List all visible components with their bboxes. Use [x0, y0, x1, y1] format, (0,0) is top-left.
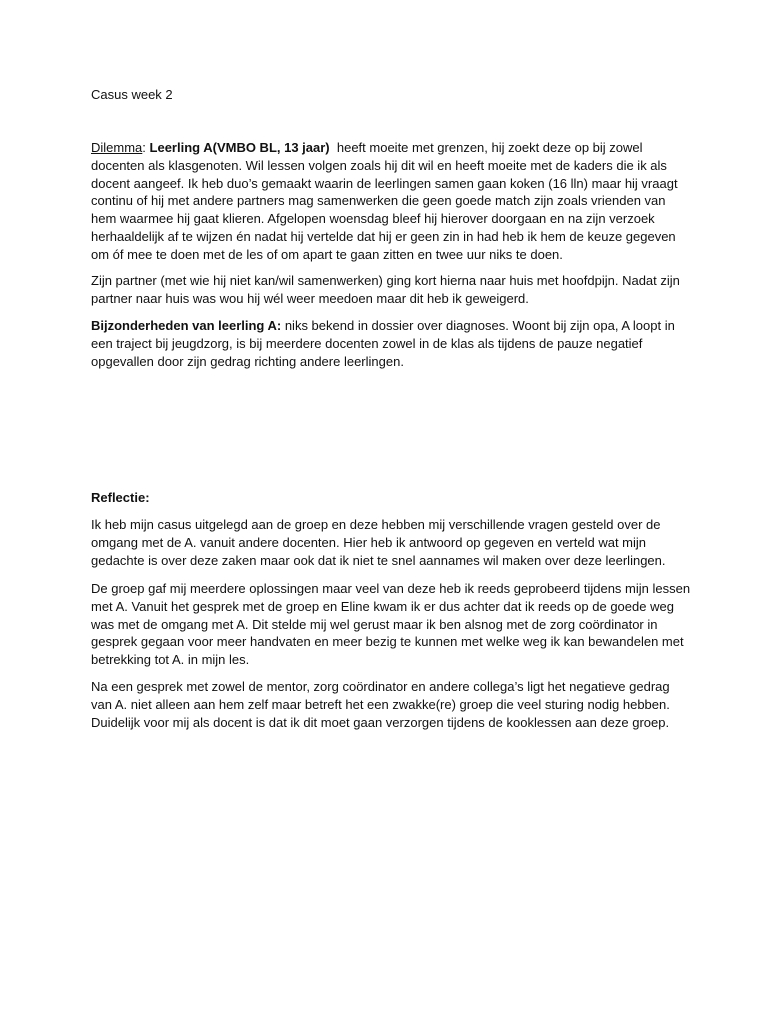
dilemma-subject: Leerling A(VMBO BL, 13 jaar) — [149, 140, 330, 155]
particulars-text: niks bekend in dossier over diagnoses. Woont bij zijn opa, A loopt in een traject bij jeugdzorg, is bij meerdere docenten zowel in de klas als tijdens de pauze negatief opgevallen door zijn gedrag richting andere leerlingen. — [91, 318, 675, 369]
reflection-heading: Reflectie: — [91, 490, 150, 505]
dilemma-label: Dilemma — [91, 140, 143, 155]
dilemma-text: heeft moeite met grenzen, hij zoekt deze op bij zowel docenten als klasgenoten. Wil lessen volgen zoals hij dit wil en heeft moeite met de kaders die ik als docent aangeef. Ik heb duo’s gemaakt waarin de leerlingen samen gaan koken (16 lln) maar hij vraagt continu of hij met andere partners mag samenwerken die geen goede match zijn zoals vrienden van hem waarmee hij gaat klieren. Afgelopen woensdag bleef hij hierover doorgaan en na zijn verzoek herhaaldelijk af te wijzen én nadat hij vertelde dat hij er geen zin in had heb ik hem de keuze gegeven om óf mee te doen met de les of om apart te gaan zitten en twee uur niks te doen. — [91, 140, 682, 262]
partner-paragraph: Zijn partner (met wie hij niet kan/wil samenwerken) ging kort hierna naar huis met hoofdpijn. Nadat zijn partner naar huis was wou hij wél weer meedoen maar dit heb ik geweigerd. — [91, 273, 680, 306]
reflection-paragraph-1: Ik heb mijn casus uitgelegd aan de groep en deze hebben mij verschillende vragen gesteld over de omgang met de A. vanuit andere docenten. Hier heb ik antwoord op gegeven en verteld wat mijn gedachte is over deze zaken maar ook dat ik niet te snel aannames wil maken over deze leerlingen. — [91, 517, 666, 568]
particulars-label: Bijzonderheden van leerling A: — [91, 318, 282, 333]
dilemma-colon: : — [142, 140, 150, 155]
particulars-paragraph — [91, 317, 691, 370]
dilemma-paragraph — [91, 139, 691, 264]
reflection-paragraph-3: Na een gesprek met zowel de mentor, zorg coördinator en andere collega’s ligt het negatieve gedrag van A. niet alleen aan hem zelf maar betreft het een zwakke(re) groep die veel sturing nodig hebben. Duidelijk voor mij als docent is dat ik dit moet gaan verzorgen tijdens de kooklessen aan deze groep. — [91, 679, 670, 730]
reflection-paragraph-2: De groep gaf mij meerdere oplossingen maar veel van deze heb ik reeds geprobeerd tijdens mijn lessen met A. Vanuit het gesprek met de groep en Eline kwam ik er dus achter dat ik reeds op de goede weg was met de omgang met A. Dit stelde mij wel gerust maar ik ben alsnog met de zorg coördinator in gesprek gegaan voor meer handvaten en meer bezig te kunnen met welke weg ik kan bewandelen met betrekking tot A. in mijn les. — [91, 581, 691, 668]
document-title: Casus week 2 — [91, 87, 173, 102]
